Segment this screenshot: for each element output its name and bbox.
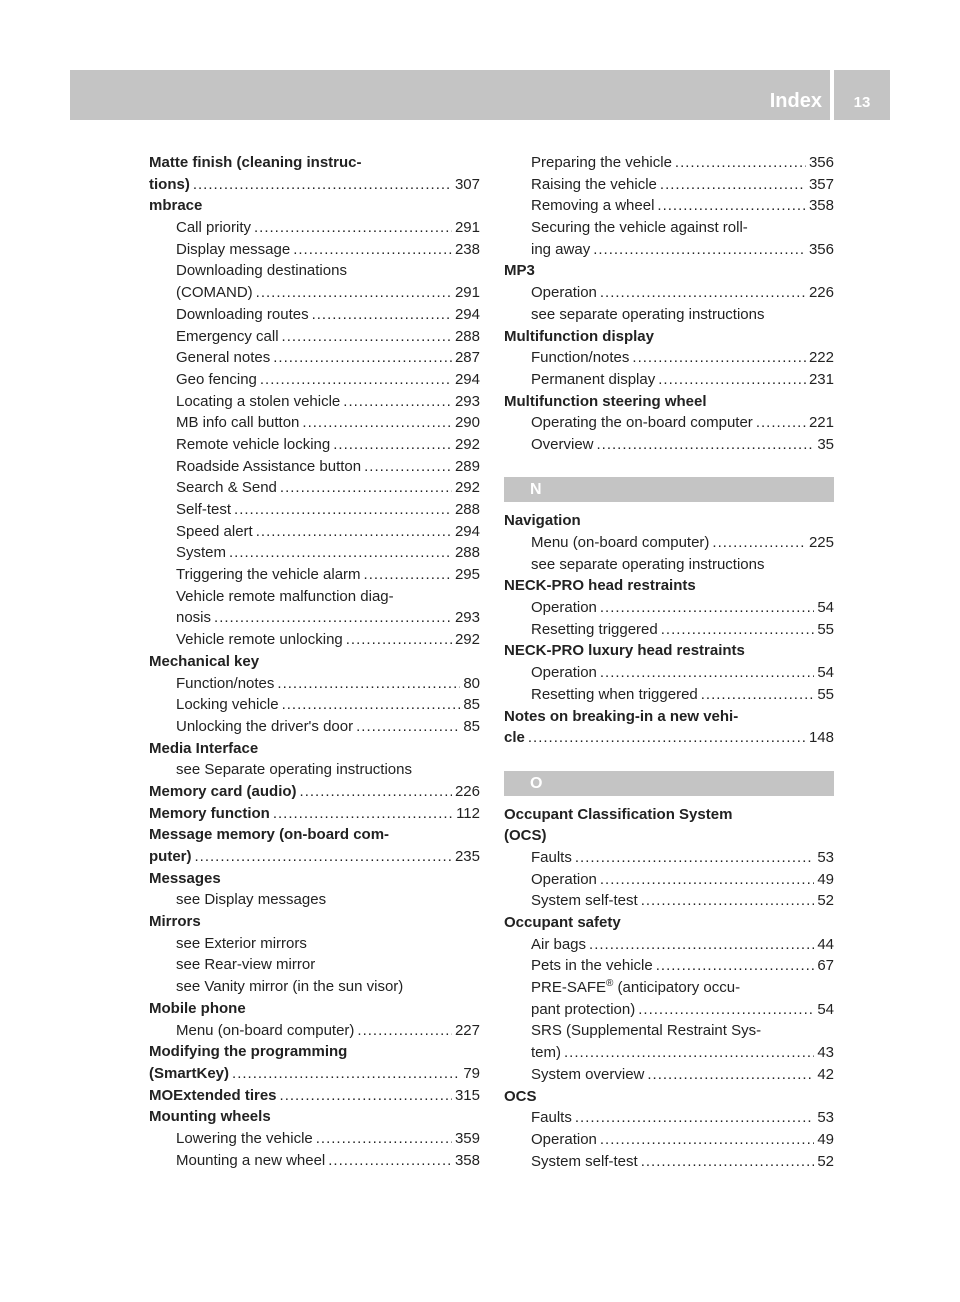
page-ref: 79 [463,1064,480,1082]
index-subentry-text [504,1020,834,1042]
index-subentry [149,521,480,543]
page-ref: 148 [808,729,834,747]
dot-leader [593,239,806,261]
index-subentry [149,282,480,304]
entry-text: Removing a wheel [531,197,655,215]
dot-leader [316,1128,452,1150]
index-subentry [149,673,480,695]
index-subentry [504,890,834,912]
index-subentry [504,347,834,369]
page-ref: 356 [808,154,834,171]
index-subentry [149,412,480,434]
registered-mark: ® [606,978,614,990]
entry-text: Triggering the vehicle alarm [176,566,361,584]
entry-text: MOExtended tires [149,1086,277,1104]
index-subentry [504,1064,834,1086]
entry-text: see separate operating instructions [531,305,765,323]
index-subentry [504,934,834,956]
index-subentry-text [149,586,480,608]
dot-leader [328,1150,452,1172]
index-heading: Matte finish (cleaning instruc- [149,154,362,171]
index-heading: Media Interface [149,739,259,757]
entry-text: Locking vehicle [176,696,279,714]
index-subentry-text [504,554,834,576]
entry-text: see separate operating instructions [531,555,765,573]
page-ref: 292 [454,479,480,497]
page-number: 13 [834,70,890,120]
dot-leader [273,347,452,369]
entry-text: Remote vehicle locking [176,435,331,453]
page-ref: 85 [463,717,480,735]
page-ref: 231 [808,370,834,388]
index-subentry [149,369,480,391]
entry-text: Lowering the vehicle [176,1129,313,1147]
dot-leader [214,607,452,629]
page-ref: 42 [817,1065,834,1083]
index-heading: Notes on breaking-in a new vehi- [504,707,739,725]
dot-leader [273,803,453,825]
index-subentry [504,1107,834,1129]
index-subentry [149,391,480,413]
entry-text: (SmartKey) [149,1064,230,1082]
entry-text: Locating a stolen vehicle [176,392,341,410]
page-ref: 226 [808,284,834,302]
dot-leader [641,1151,815,1173]
dot-leader [661,619,815,641]
entry-text: System [176,544,227,562]
index-column-left [149,152,480,1171]
page-ref: 290 [454,414,480,432]
dot-leader [364,564,452,586]
index-subentry [149,1150,480,1172]
entry-text: Faults [531,1109,572,1127]
dot-leader [256,282,452,304]
page-ref: 53 [817,1109,834,1127]
index-subentry-text [149,954,480,976]
page-ref: 52 [817,892,834,910]
entry-text: SRS (Supplemental Restraint Sys- [531,1022,762,1040]
index-subentry [504,412,834,434]
entry-text: Faults [531,848,572,866]
index-subentry [149,564,480,586]
index-heading: Mechanical key [149,652,260,670]
index-subentry-text [149,759,480,781]
index-heading: Multifunction display [504,327,654,345]
dot-leader [657,195,806,217]
entry-text: see Rear-view mirror [176,956,316,974]
entry-text: Function/notes [176,674,275,692]
index-subentry [149,542,480,564]
index-subentry-text [504,304,834,326]
index-heading: Mounting wheels [149,1108,271,1126]
page-ref: 357 [808,175,834,193]
dot-leader [656,955,815,977]
dot-leader [600,1129,814,1151]
index-subentry [504,1151,834,1173]
page-ref: 238 [454,240,480,258]
dot-leader [282,326,452,348]
entry-text: Roadside Assistance button [176,457,362,475]
entry-text: see Vanity mirror (in the sun visor) [176,978,404,996]
index-heading-entry [149,781,480,803]
page-ref: 227 [454,1021,480,1039]
page-ref: 221 [808,414,834,432]
entry-text: Operation [531,1130,597,1148]
dot-leader [675,152,806,174]
section-gap [504,749,834,771]
section-gap [504,456,834,478]
dot-leader [356,716,460,738]
dot-leader [232,1063,460,1085]
index-subentry [504,847,834,869]
index-subentry-text [149,260,480,282]
dot-leader [300,781,452,803]
letter-section-header: N [504,477,834,502]
entry-text: Permanent display [531,370,656,388]
dot-leader [641,890,815,912]
dot-leader [528,727,806,749]
page-ref: 80 [463,674,480,692]
entry-text: Resetting triggered [531,620,658,638]
entry-text: Call priority [176,219,252,237]
dot-leader [600,597,814,619]
index-subentry [149,1128,480,1150]
entry-text: Menu (on-board computer) [176,1021,355,1039]
index-subentry [504,684,834,706]
dot-leader [282,694,461,716]
dot-leader [564,1042,814,1064]
dot-leader [638,999,814,1021]
entry-text: Downloading routes [176,305,309,323]
page-ref: 291 [454,219,480,237]
index-subentry [504,662,834,684]
dot-leader [701,684,815,706]
entry-text: Air bags [531,935,587,953]
entry-text: Operation [531,870,597,888]
index-subentry [149,456,480,478]
page-ref: 295 [454,566,480,584]
index-subentry [504,434,834,456]
entry-text: Operating the on-board computer [531,414,753,432]
entry-text: Securing the vehicle against roll- [531,219,748,237]
page-ref: 43 [817,1044,834,1062]
index-heading-entry [504,727,834,749]
page-ref: 35 [817,435,834,453]
dot-leader [660,174,806,196]
dot-leader [756,412,806,434]
entry-text: Menu (on-board computer) [531,534,710,551]
page-ref: 54 [817,1000,834,1018]
dot-leader [333,434,452,456]
page-ref: 49 [817,870,834,888]
dot-leader [600,282,806,304]
page-ref: 307 [454,175,480,193]
index-subentry [504,1129,834,1151]
index-subentry [504,619,834,641]
index-heading: Occupant safety [504,914,621,931]
entry-text: Pets in the vehicle [531,957,653,975]
dot-leader [575,847,814,869]
entry-text: Downloading destinations [176,262,347,280]
dot-leader [647,1064,814,1086]
entry-text: Raising the vehicle [531,175,657,193]
index-heading: Navigation [504,512,581,530]
page-ref: 289 [454,457,480,475]
entry-text: Mounting a new wheel [176,1151,326,1169]
index-subentry [149,716,480,738]
page-ref: 235 [454,848,480,865]
index-subentry [149,499,480,521]
page-ref: 55 [817,685,834,703]
entry-text: Search & Send [176,479,277,497]
index-subentry [149,694,480,716]
page-ref: 293 [454,392,480,410]
index-heading-entry [149,1085,480,1107]
page-ref: 359 [454,1129,480,1147]
entry-text: Operation [531,599,597,617]
dot-leader [712,532,806,554]
index-heading: Mirrors [149,913,201,931]
index-heading: Message memory (on-board com- [149,826,390,844]
index-subentry [504,532,834,554]
page-ref: 287 [454,349,480,367]
page-ref: 52 [817,1152,834,1170]
dot-leader [343,391,452,413]
dot-leader [357,1020,452,1042]
page-ref: 226 [454,782,480,800]
page-ref: 288 [454,327,480,345]
entry-text: see Display messages [176,891,327,909]
page-ref: 315 [454,1086,480,1104]
page-ref: 356 [808,240,834,258]
index-heading: Messages [149,869,221,887]
entry-text: Geo fencing [176,370,257,388]
dot-leader [277,673,460,695]
index-subentry [149,217,480,239]
page-ref: 222 [808,349,834,367]
index-heading: Occupant Classification System [504,805,733,823]
entry-text: Memory card (audio) [149,782,297,800]
index-heading: OCS [504,1087,537,1105]
index-subentry [149,347,480,369]
dot-leader [302,412,452,434]
entry-text: PRE-SAFE [531,979,607,997]
index-heading-entry [149,846,480,868]
index-subentry [149,1020,480,1042]
index-subentry [149,304,480,326]
index-heading: mbrace [149,197,203,215]
page-ref: 55 [817,620,834,638]
index-heading: Modifying the programming [149,1043,348,1061]
entry-text: pant protection) [531,1000,636,1018]
dot-leader [632,347,806,369]
page-ref: 291 [454,284,480,302]
index-column-right [504,152,834,1172]
entry-text: see Exterior mirrors [176,934,307,952]
index-subentry [504,955,834,977]
dot-leader [256,521,452,543]
entry-text: cle [504,729,525,747]
index-subentry [504,1042,834,1064]
entry-text: Operation [531,284,597,302]
page-ref: 85 [463,696,480,714]
page-ref: 44 [817,935,834,953]
entry-text: Function/notes [531,349,630,367]
entry-text: Vehicle remote malfunction diag- [176,587,394,605]
index-heading: Multifunction steering wheel [504,392,707,410]
dot-leader [280,1085,452,1107]
dot-leader [195,846,452,868]
page-ref: 294 [454,305,480,323]
dot-leader [346,629,452,651]
index-subentry-text [504,217,834,239]
entry-text: MB info call button [176,414,300,432]
page-ref: 293 [454,609,480,627]
page-ref: 358 [808,197,834,215]
dot-leader [260,369,452,391]
entry-text: System self-test [531,892,638,910]
entry-text: Emergency call [176,327,279,345]
index-subentry [149,434,480,456]
dot-leader [229,542,452,564]
dot-leader [234,499,452,521]
dot-leader [658,369,806,391]
page-ref: 54 [817,664,834,682]
page-ref: 49 [817,1130,834,1148]
index-subentry [504,152,834,174]
index-subentry [504,597,834,619]
index-heading-entry [149,1063,480,1085]
dot-leader [600,662,814,684]
entry-text-suffix: (anticipatory occu- [613,979,741,997]
entry-text: Operation [531,664,597,682]
index-subentry-text [504,977,834,999]
dot-leader [575,1107,814,1129]
entry-text: Speed alert [176,522,253,540]
page-ref: 53 [817,848,834,866]
index-subentry [149,326,480,348]
entry-text: tem) [531,1044,561,1062]
index-heading: MP3 [504,262,535,280]
index-heading: NECK-PRO luxury head restraints [504,642,745,660]
entry-text: Vehicle remote unlocking [176,631,343,649]
index-heading-entry [149,803,480,825]
page-ref: 67 [817,957,834,975]
dot-leader [364,456,452,478]
entry-text: Resetting when triggered [531,685,698,703]
entry-text: Unlocking the driver's door [176,717,354,735]
entry-text: General notes [176,349,271,367]
dot-leader [600,869,814,891]
entry-text: nosis [176,609,212,627]
entry-text: Display message [176,240,291,258]
entry-text: Overview [531,435,594,453]
dot-leader [254,217,452,239]
index-subentry [504,282,834,304]
dot-leader [312,304,452,326]
entry-text: puter) [149,848,192,865]
page-ref: 225 [808,534,834,551]
index-heading: Mobile phone [149,999,246,1017]
dot-leader [597,434,815,456]
entry-text: Self-test [176,501,232,518]
dot-leader [280,477,452,499]
entry-text: ing away [531,240,591,258]
dot-leader [589,934,814,956]
index-heading-entry [149,174,480,196]
index-subentry [504,195,834,217]
index-subentry [149,477,480,499]
index-subentry-text [149,933,480,955]
entry-text: (COMAND) [176,284,253,302]
index-subentry [504,174,834,196]
index-subentry [149,239,480,261]
entry-text: Memory function [149,804,270,822]
index-subentry-text [149,889,480,911]
index-subentry-text [149,976,480,998]
index-subentry [504,869,834,891]
index-subentry [149,629,480,651]
index-subentry [504,999,834,1021]
index-subentry [504,239,834,261]
page-ref: 54 [817,599,834,617]
page-ref: 294 [454,370,480,388]
entry-text: System self-test [531,1152,638,1170]
section-title: Index [769,90,822,112]
index-heading: (OCS) [504,827,547,845]
page-ref: 112 [456,804,480,822]
page-ref: 358 [454,1151,480,1169]
page-ref: 292 [454,631,480,649]
entry-text: tions) [149,175,190,193]
page-ref: 288 [454,544,480,562]
index-subentry [149,607,480,629]
page-ref: 292 [454,435,480,453]
dot-leader [193,174,452,196]
entry-text: System overview [531,1065,645,1083]
page-ref: 288 [454,501,480,518]
letter-section-header: O [504,771,834,796]
entry-text: Preparing the vehicle [531,154,672,171]
entry-text: see Separate operating instructions [176,761,412,779]
page-ref: 294 [454,522,480,540]
index-heading: NECK-PRO head restraints [504,577,696,595]
dot-leader [293,239,452,261]
index-subentry [504,369,834,391]
